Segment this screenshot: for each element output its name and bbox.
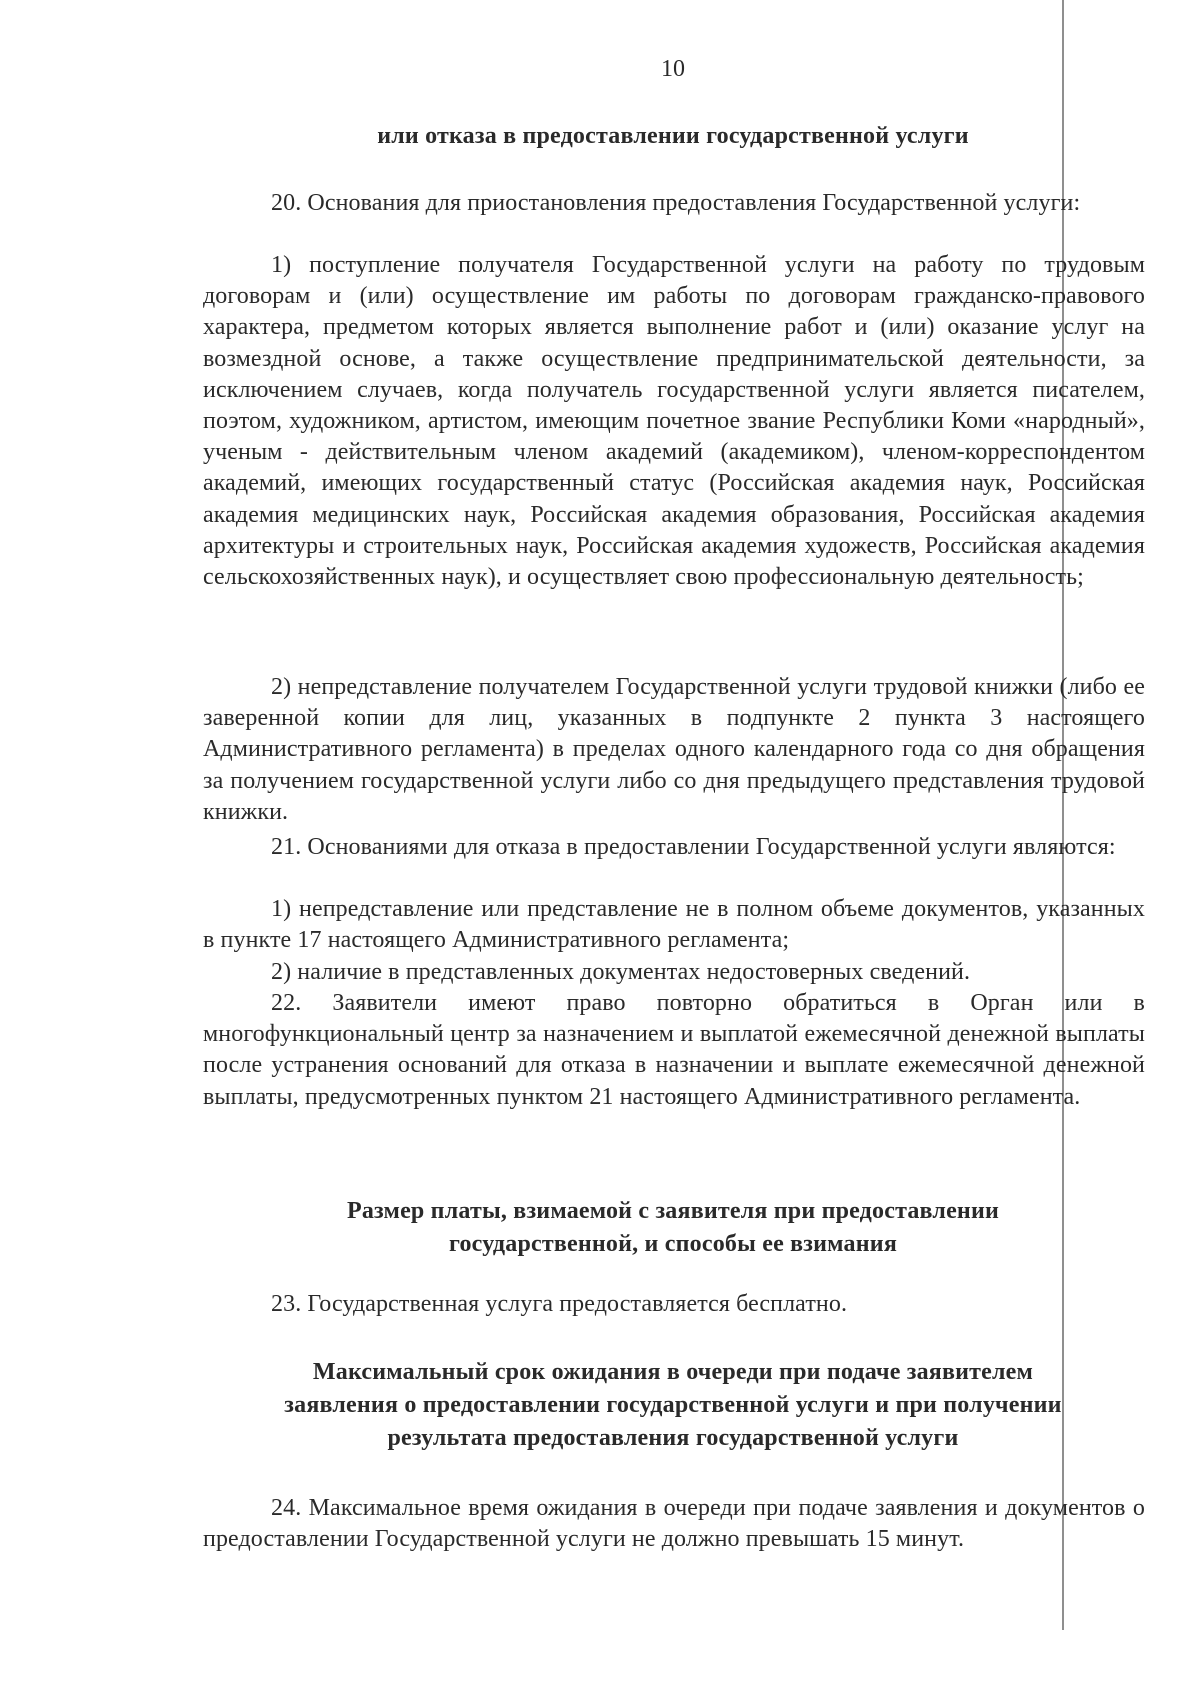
section-heading-wait-line-2: заявления о предоставлении государственной услуги и при получении bbox=[284, 1392, 1062, 1418]
paragraph-21: 21. Основаниями для отказа в предоставлении Государственной услуги являются: bbox=[271, 834, 1116, 860]
paragraph-24: 24. Максимальное время ожидания в очереди при подаче заявления и документов о предоставлении Государственной услуги не должно превышать 15 минут. bbox=[203, 1495, 1145, 1553]
paragraph-21-1: 1) непредставление или представление не в полном объеме документов, указанных в пункте 17 настоящего Административного регламента; bbox=[203, 896, 1145, 954]
paragraph-22: 22. Заявители имеют право повторно обратиться в Орган или в многофункциональный центр за назначением и выплатой ежемесячной денежной выплаты после устранения оснований для отказа в назначении и выплате ежемесячной денежной выплаты, предусмотренных пунктом 21 настоящего Административного регламента. bbox=[203, 990, 1145, 1110]
section-heading-fee-line-2: государственной, и способы ее взимания bbox=[448, 1231, 897, 1257]
paragraph-20-2: 2) непредставление получателем Государственной услуги трудовой книжки (либо ее заверенной копии для лиц, указанных в подпункте 2 пункта 3 настоящего Административного регламента) в пределах одного календарного года со дня обращения за получением государственной услуги либо со дня предыдущего представления трудовой книжки. bbox=[203, 674, 1145, 825]
paragraph-20-1: 1) поступление получателя Государственной услуги на работу по трудовым договорам и (или) осуществление им работы по договорам гражданско-правового характера, предметом которых является выполнение работ и (или) оказание услуг на возмездной основе, а также осуществление предпринимательской деятельности, за исключением случаев, когда получатель государственной услуги является писателем, поэтом, художником, артистом, имеющим почетное звание Республики Коми «народный», ученым - действительным членом академий (академиком), членом-корреспондентом академий, имеющих государственный статус (Российская академия наук, Российская академия медицинских наук, Российская академия образования, Российская академия архитектуры и строительных наук, Российская академия художеств, Российская академия сельскохозяйственных наук), и осуществляет свою профессиональную деятельность; bbox=[203, 252, 1145, 591]
page-number: 10 bbox=[661, 56, 685, 82]
section-heading-wait bbox=[200, 1356, 1146, 1455]
section-heading-wait-line-3: результата предоставления государственной услуги bbox=[387, 1425, 959, 1451]
paragraph-20: 20. Основания для приостановления предоставления Государственной услуги: bbox=[271, 190, 1081, 216]
section-heading-fee-line-1: Размер платы, взимаемой с заявителя при предоставлении bbox=[346, 1198, 1000, 1224]
paragraph-23: 23. Государственная услуга предоставляется бесплатно. bbox=[271, 1291, 848, 1317]
section-heading-refusal: или отказа в предоставлении государственной услуги bbox=[377, 123, 969, 149]
paragraph-21-2: 2) наличие в представленных документах недостоверных сведений. bbox=[271, 959, 971, 985]
section-heading-wait-line-1: Максимальный срок ожидания в очереди при подаче заявителем bbox=[312, 1359, 1034, 1385]
section-heading-fee bbox=[200, 1195, 1146, 1261]
